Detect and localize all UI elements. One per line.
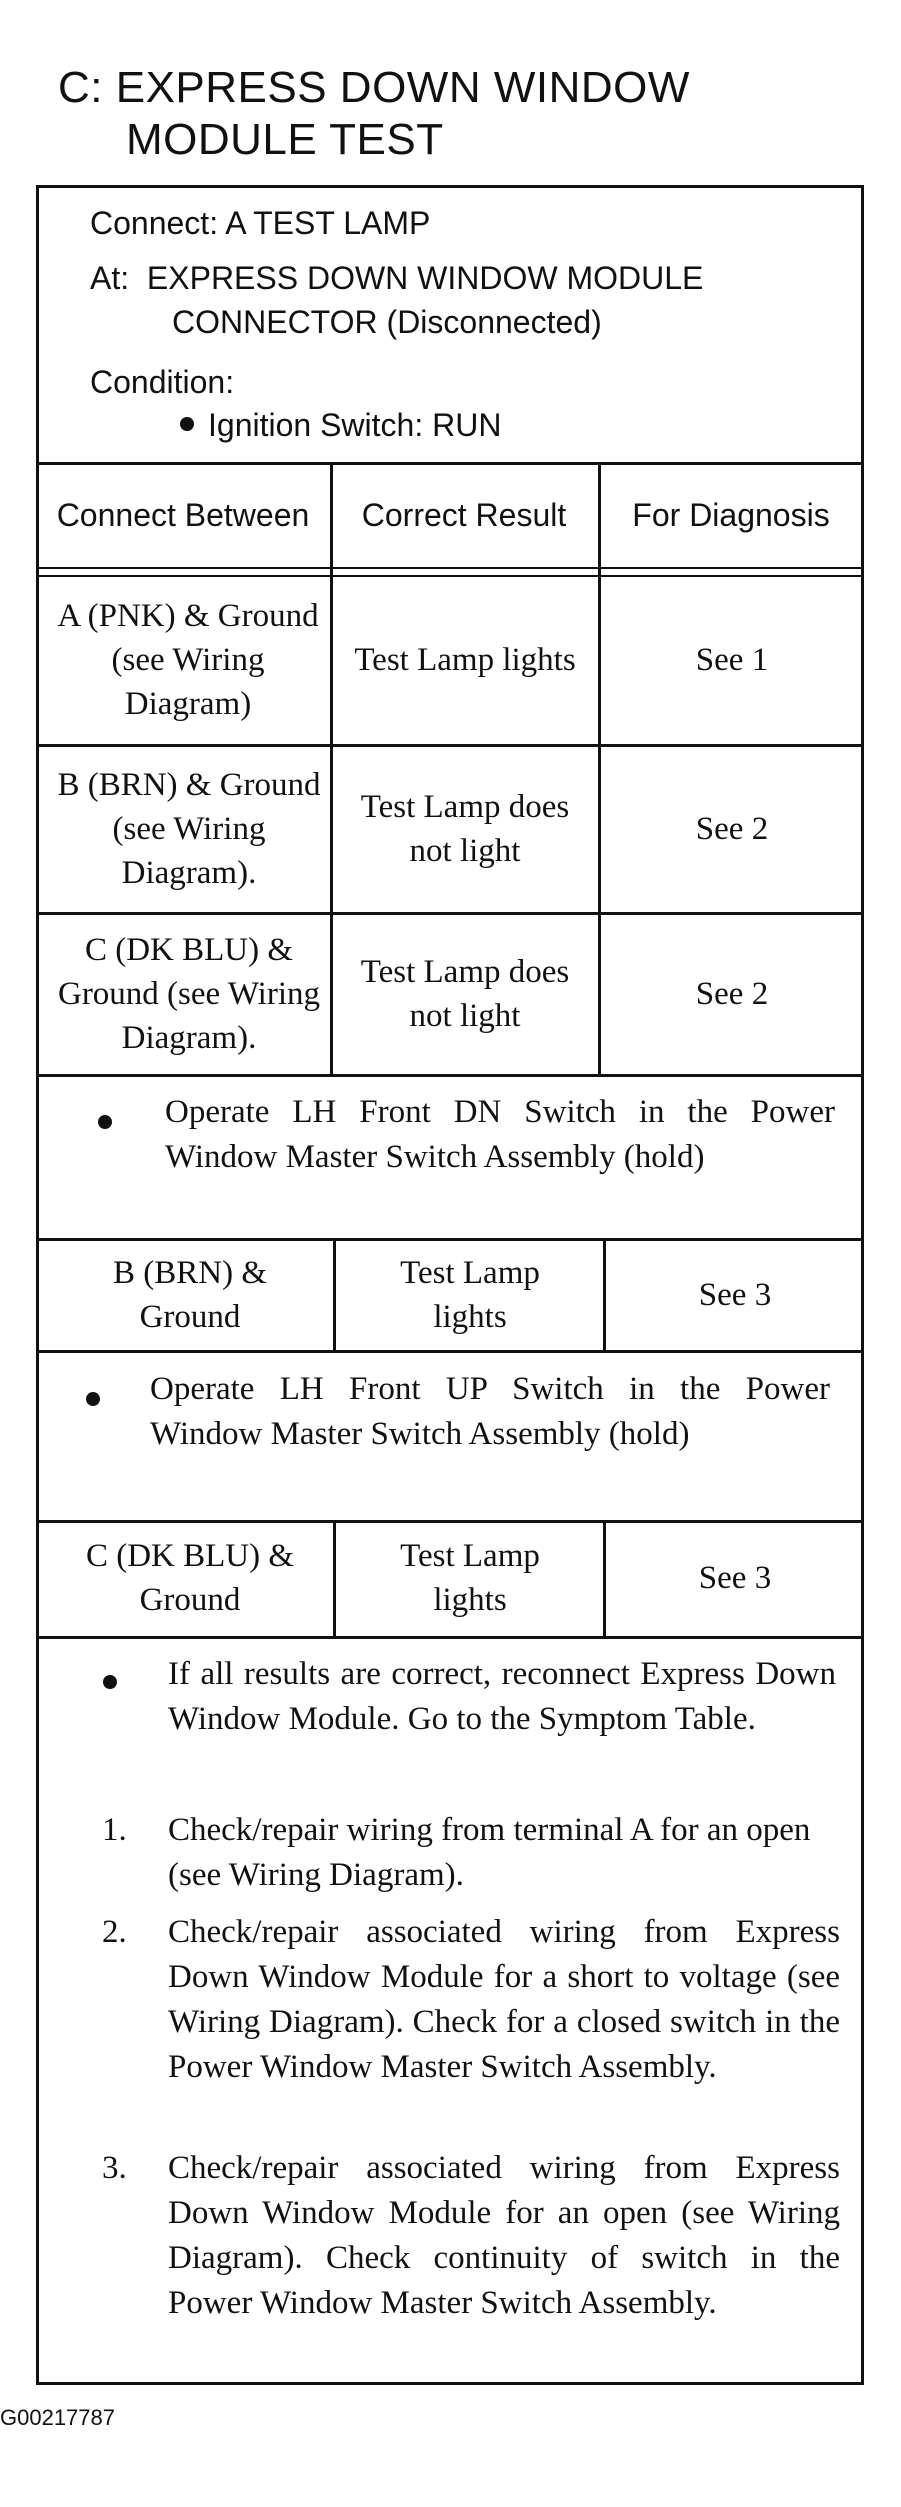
diagnosis-note-1: Check/repair wiring from terminal A for an open (see Wiring Diagram). [168, 1812, 811, 1893]
title-line-2: MODULE TEST [126, 115, 444, 164]
connect-label: Connect: A TEST LAMP [90, 205, 431, 241]
column-divider [598, 462, 601, 1074]
row-3-connect: C (DK BLU) & Ground (see Wiring Diagram). [57, 932, 320, 1056]
diagnosis-note-2: Check/repair associated wiring from Express Down Window Module for a short to voltage (see Wiring Diagram). Check for a closed switch in the Power Window Master Switch Assembly. [168, 1914, 840, 2085]
header-connect-between: Connect Between [56, 497, 310, 533]
divider [36, 567, 864, 569]
row-2-result: Test Lamp does not light [360, 789, 570, 869]
bullet-icon [180, 417, 194, 431]
row-3-result: Test Lamp does not light [360, 954, 570, 1034]
row-up-connect: C (DK BLU) & Ground [85, 1538, 295, 1618]
diagnosis-note-3: Check/repair associated wiring from Express Down Window Module for an open (see Wiring Diagram). Check continuity of switch in the Power Window Master Switch Assembly. [168, 2150, 840, 2321]
column-divider [333, 1520, 336, 1636]
row-2-diagnosis: See 2 [695, 811, 769, 847]
diagnosis-number-2: 2. [102, 1914, 127, 1950]
at-label: At: EXPRESS DOWN WINDOW MODULE [90, 260, 704, 296]
row-3-diagnosis: See 2 [695, 976, 769, 1012]
condition-item: Ignition Switch: RUN [208, 407, 502, 443]
row-dn-connect: B (BRN) & Ground [112, 1255, 267, 1335]
row-2-connect: B (BRN) & Ground (see Wiring Diagram). [57, 767, 321, 891]
bullet-icon [98, 1115, 112, 1129]
row-1-result: Test Lamp lights [354, 642, 576, 678]
figure-id: G00217787 [0, 2405, 115, 2430]
row-dn-result: Test Lamp lights [400, 1255, 540, 1335]
divider [36, 1520, 864, 1523]
divider [36, 1238, 864, 1241]
diagnosis-number-1: 1. [102, 1812, 127, 1848]
row-1-connect: A (PNK) & Ground (see Wiring Diagram) [57, 598, 319, 722]
header-correct-result: Correct Result [361, 497, 567, 533]
column-divider [330, 462, 333, 1074]
divider [36, 1636, 864, 1639]
condition-label: Condition: [90, 364, 235, 400]
final-note: If all results are correct, reconnect Express Down Window Module. Go to the Symptom Table. [168, 1656, 836, 1737]
divider [36, 1350, 864, 1353]
diagnosis-number-3: 3. [102, 2150, 127, 2186]
bullet-icon [86, 1392, 100, 1406]
page-title [58, 62, 858, 166]
header-for-diagnosis: For Diagnosis [632, 497, 830, 533]
row-up-result: Test Lamp lights [400, 1538, 540, 1618]
at-connector: CONNECTOR (Disconnected) [172, 304, 602, 340]
step-dn-instruction: Operate LH Front DN Switch in the Power Window Master Switch Assembly (hold) [165, 1094, 835, 1175]
column-divider [333, 1238, 336, 1350]
divider [36, 1074, 864, 1077]
divider [36, 575, 864, 577]
row-dn-diagnosis: See 3 [698, 1277, 772, 1313]
row-1-diagnosis: See 1 [695, 642, 769, 678]
row-up-diagnosis: See 3 [698, 1560, 772, 1596]
bullet-icon [103, 1675, 117, 1689]
step-up-instruction: Operate LH Front UP Switch in the Power Window Master Switch Assembly (hold) [150, 1371, 830, 1452]
divider [36, 744, 864, 747]
title-line-1: C: EXPRESS DOWN WINDOW [58, 63, 690, 112]
